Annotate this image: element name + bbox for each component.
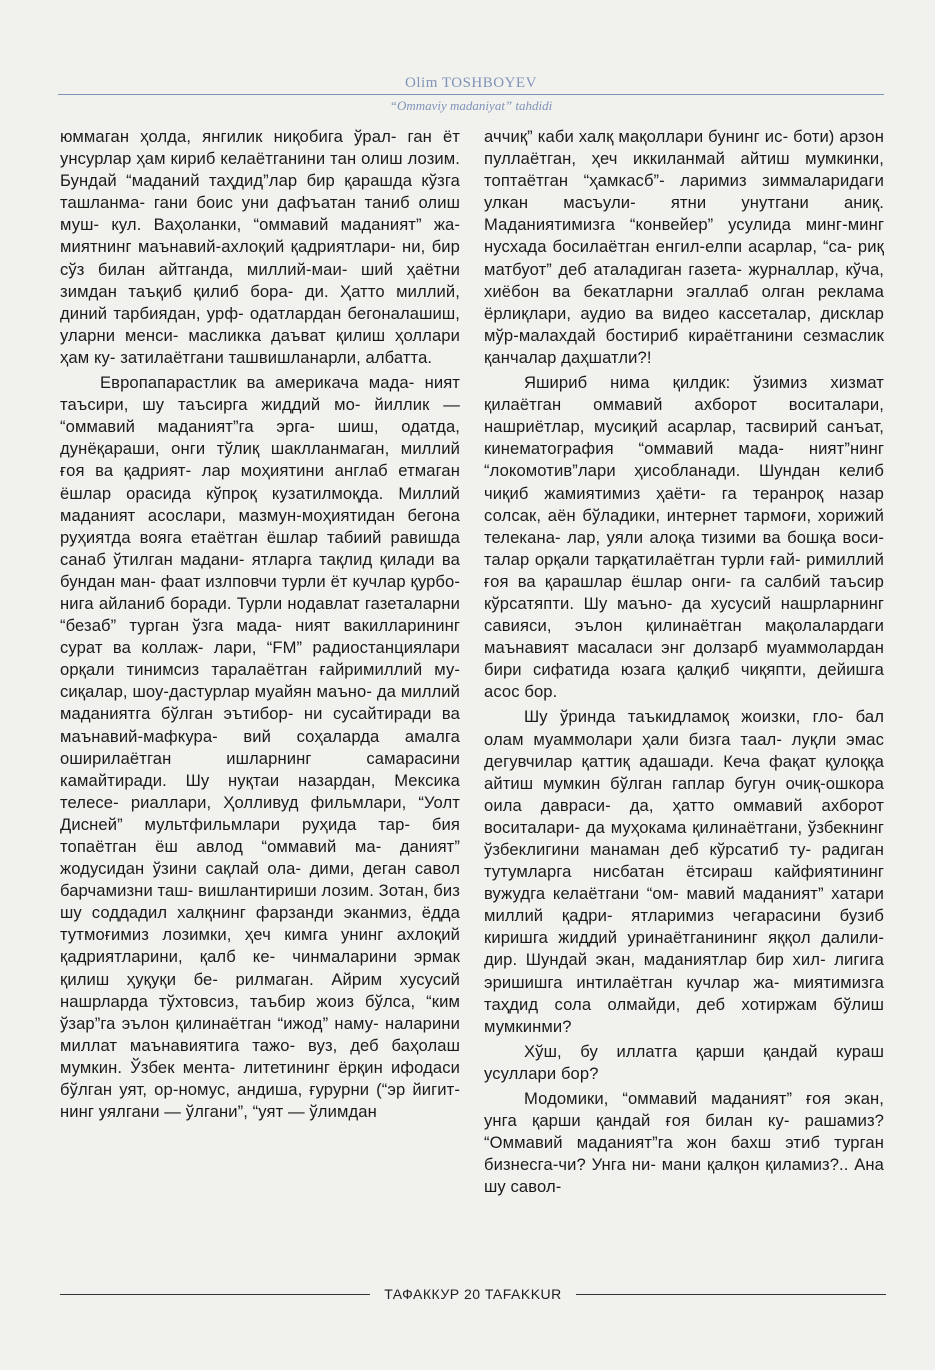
paragraph: Яшириб нима қилдик: ўзимиз хизмат қилаётган оммавий ахборот воситалари, нашриётлар, мусиқий асарлар, тасвирий санъат, кинематография “оммавий мада- ният”нинг “локомотив”лари ҳисобланади. Шундан келиб чиқиб жамиятимиз ҳаёти- га теранроқ назар солсак, аён бўладики, интернет тармоғи, хорижий телекана- лар, уяли алоқа тизими ва бошқа воси- талар орқали тарқатилаётган турли ғай- римиллий ғоя ва қарашлар ёшлар онги- га салбий таъсир кўрсатяпти. Шу маъно- да хусусий нашрларнинг савияси, эълон қилинаётган мақолалардаги маънавият масаласи энг долзарб муаммолардан бири сифатида юзага қалқиб чиқяпти, дейишга асос бор. — [484, 373, 884, 702]
paragraph: аччиқ” каби халқ мақоллари бунинг ис- боти) арзон пуллаётган, ҳеч иккиланмай айтиш мумкинки, топтаётган “ҳамкасб”- ларимиз зиммаларидаги улкан масъули- ятни унутгани аниқ. Маданиятимизга “конвейер” усулида минг-минг нусхада босилаётган енгил-елпи асарлар, “са- риқ матбуот” деб аталадиган газета- журналлар, кўча, хиёбон ва бекатларни эгаллаб олган реклама ёрлиқлари, аудио ва видео кассеталар, дисклар мўр-малахдай бостириб кираётганини сезмаслик қанчалар даҳшатли?! — [484, 127, 884, 367]
article-title: “Ommaviy madaniyat” tahdidi — [389, 98, 553, 113]
left-column — [60, 126, 460, 1123]
paragraph: Шу ўринда таъкидламоқ жоизки, гло- бал олам муаммолари ҳали бизга таал- луқли эмас дегувчилар қаттиқ адашади. Кеча фақат қулоққа айтиш мумкин бўлган гаплар бугун очиқ-ошкора оила давраси- да, ҳатто оммавий ахборот воситалари- да муҳокама қилинаётгани, ўзбекнинг ўзбеклигини манаман деб кўрсатиб ту- радиган тутумларга нисбатан ётсираш кайфиятининг вужудга келаётгани “ом- мавий маданият” хатари миллий қадри- ятларимиз чегарасини бузиб киришга жиддий уринаётганининг яққол далили- дир. Шундай экан, маданиятлар бир хил- лигига эришишга интилаётган кучлар жа- миятимизга таҳдид сола олмайди, деб хотиржам бўлиш мумкинми? — [484, 707, 884, 1036]
header-rule — [58, 94, 884, 95]
page-folio: ТАФАККУР 20 TAFAKKUR — [384, 1286, 562, 1302]
paragraph: юммаган ҳолда, янгилик ниқобига ўрал- ган ёт унсурлар ҳам кириб келаётганини тан олиш лозим. Бундай “маданий таҳдид”лар бир қарашда кўзга ташланма- гани боис уни дафъатан таниб олиш муш- кул. Ваҳоланки, “оммавий маданият” жа- миятнинг маънавий-ахлоқий қадриятлари- ни, бир сўз билан айтганда, миллий-маи- ший ҳаётни зимдан таъқиб қилиб бора- ди. Ҳатто миллий, диний тарбиядан, урф- одатлардан бегоналашиш, уларни менси- масликка даъват қилиш ҳоллари ҳам ку- затилаётгани ташвишланарли, албатта. — [60, 127, 460, 367]
author-name: Olim TOSHBOYEV — [405, 75, 537, 91]
paragraph: Европапарастлик ва америкача мада- ният таъсири, шу таъсирга жиддий мо- йиллик — “оммавий маданият”га эрга- шиш, одатда, дунёқараши, онги тўлиқ шаклланмаган, миллий ғоя ва қадрият- лар моҳиятини англаб етмаган ёшлар орасида кўпроқ кузатилмоқда. Миллий маданият асослари, мазмун-моҳиятидан бегона руҳиятда вояга етаётган ёшлар табиий равишда санаб ўтилган мадани- ятларга тақлид қилади ва бундан ман- фаат излповчи турли ёт кучлар қурбо- нига айланиб боради. Турли нодавлат газеталарни “безаб” турган ўзга мада- ният вакилларининг сурат ва коллаж- лари, “FM” радиостанциялари орқали тинимсиз таралаётган ғайримиллий му- сиқалар, шоу-дастурлар муайян маъно- да миллий маданиятга бўлган эътибор- ни сусайтиради ва маънавий-мафкура- вий соҳаларда амалга оширилаётган ишларнинг самарасини камайтиради. Шу нуқтаи назардан, Мексика телесе- риаллари, Ҳолливуд фильмлари, “Уолт Дисней” мультфильмлари руҳида тар- бия топаётган ёш авлод “оммавий ма- даният” жодусидан ўзини сақлай ола- дими, деган савол барчамизни таш- вишлантириши лозим. Зотан, биз шу соддадил халқнинг фарзанди эканмиз, ёдда тутмоғимиз лозимки, ҳеч кимга унинг ахлоқий қадриятларини, қалб ке- чинмаларини эрмак қилиш ҳуқуқи бе- рилмаган. Айрим хусусий нашрларда тўхтовсиз, таъбир жоиз бўлса, “ким ўзар”га эълон қилинаётган “ижод” наму- наларини миллат маънавиятига тажо- вуз, деб баҳолаш мумкин. Ўзбек мента- литетининг ёрқин ифодаси бўлган уят, ор-номус, андиша, ғурурни (“эр йигит- нинг уялгани — ўлгани”, “уят — ўлимдан — [60, 373, 460, 1122]
paragraph: Модомики, “оммавий маданият” ғоя экан, унга қарши қандай ғоя билан ку- рашамиз? “Оммавий маданият”га жон бахш этиб турган бизнесга-чи? Унга ни- мани қалқон қиламиз?.. Ана шу савол- — [484, 1089, 884, 1197]
paragraph: Хўш, бу иллатга қарши қандай кураш усуллари бор? — [484, 1041, 884, 1083]
footer-rule-right — [576, 1294, 886, 1295]
page-footer — [60, 1286, 886, 1302]
running-head — [58, 74, 884, 114]
footer-rule-left — [60, 1294, 370, 1295]
right-column — [484, 126, 884, 1199]
